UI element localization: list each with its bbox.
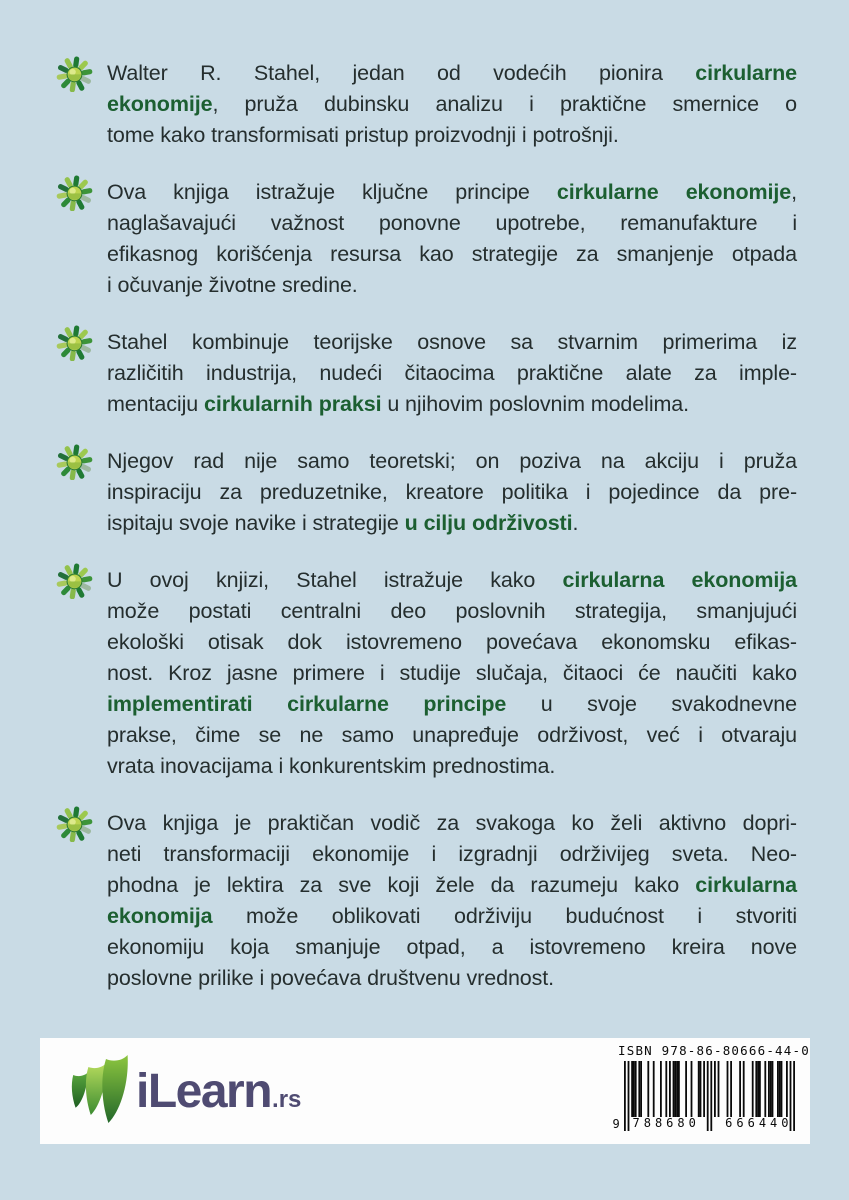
text-line: implementirati cirkularne principe u svoje svakodnevne [107, 692, 797, 716]
text-line: različitih industrija, nudeći čitaocima praktične alate za imple- [107, 361, 797, 385]
publisher-logo [62, 1038, 301, 1144]
bullet-item [0, 446, 849, 539]
text-line: prakse, čime se ne samo unapređuje održivost, već i otvaraju [107, 723, 797, 747]
text-line: Walter R. Stahel, jedan od vodećih pionira cirkularne [107, 61, 797, 85]
footer-strip [40, 1038, 810, 1144]
barcode-left-group: 788680 [632, 1116, 700, 1130]
bullet-item [0, 177, 849, 301]
logo-text [136, 1064, 301, 1119]
bullet-item [0, 58, 849, 151]
text-line: može postati centralni deo poslovnih strategija, smanjujući [107, 599, 797, 623]
text-line: ekološki otisak dok istovremeno povećava ekonomsku efikas- [107, 630, 797, 654]
logo-tld: .rs [272, 1085, 302, 1113]
flower-bullet-icon [56, 805, 93, 842]
text-line: neti transformaciji ekonomije i izgradnji održivijeg sveta. Neo- [107, 842, 797, 866]
ilearn-leaves-icon [62, 1050, 142, 1132]
flower-bullet-icon [56, 174, 93, 211]
logo-name: iLearn [136, 1064, 272, 1118]
text-line: phodna je lektira za sve koji žele da razumeju kako cirkularna [107, 873, 797, 897]
text-line: efikasnog korišćenja resursa kao strategije za smanjenje otpada [107, 242, 797, 266]
text-line: Njegov rad nije samo teoretski; on poziva na akciju i pruža [107, 449, 797, 473]
text-line: Stahel kombinuje teorijske osnove sa stvarnim primerima iz [107, 330, 797, 354]
text-line: Ova knjiga je praktičan vodič za svakoga ko želi aktivno dopri- [107, 811, 797, 835]
text-line: ispitaju svoje navike i strategije u cilju održivosti. [107, 511, 579, 535]
bullet-paragraph [107, 177, 797, 301]
bullet-item [0, 327, 849, 420]
text-line: nost. Kroz jasne primere i studije slučaja, čitaoci će naučiti kako [107, 661, 797, 685]
flower-bullet-icon [56, 324, 93, 361]
bullet-paragraph [107, 58, 797, 151]
isbn-barcode-block [612, 1043, 810, 1136]
text-line: ekonomije, pruža dubinsku analizu i praktične smernice o [107, 92, 797, 116]
flower-bullet-icon [56, 55, 93, 92]
bullet-paragraph [107, 327, 797, 420]
bullet-paragraph [107, 446, 797, 539]
isbn-label: ISBN 978-86-80666-44-0 [618, 1043, 810, 1058]
bullet-paragraph [107, 808, 797, 994]
text-line: poslovne prilike i povećava društvenu vrednost. [107, 966, 555, 990]
text-line: inspiraciju za preduzetnike, kreatore politika i pojedince da pre- [107, 480, 797, 504]
text-line: Ova knjiga istražuje ključne principe cirkularne ekonomije, [107, 180, 797, 204]
barcode-lead-digit: 9 [612, 1117, 620, 1131]
barcode [612, 1061, 795, 1136]
flower-bullet-icon [56, 443, 93, 480]
text-line: ekonomija može oblikovati održiviju budućnost i stvoriti [107, 904, 797, 928]
bullet-item [0, 565, 849, 782]
text-line: naglašavajući važnost ponovne upotrebe, remanufakture i [107, 211, 797, 235]
barcode-right-group: 666440 [725, 1116, 793, 1130]
barcode-digits [612, 1116, 795, 1131]
bullet-paragraph [107, 565, 797, 782]
text-line: ekonomiju koja smanjuje otpad, a istovremeno kreira nove [107, 935, 797, 959]
text-line: i očuvanje životne sredine. [107, 273, 358, 297]
text-line: U ovoj knjizi, Stahel istražuje kako cirkularna ekonomija [107, 568, 797, 592]
flower-bullet-icon [56, 562, 93, 599]
bullet-item [0, 808, 849, 994]
text-line: vrata inovacijama i konkurentskim prednostima. [107, 754, 556, 778]
text-line: mentaciju cirkularnih praksi u njihovim poslovnim modelima. [107, 392, 690, 416]
text-line: tome kako transformisati pristup proizvodnji i potrošnji. [107, 123, 619, 147]
